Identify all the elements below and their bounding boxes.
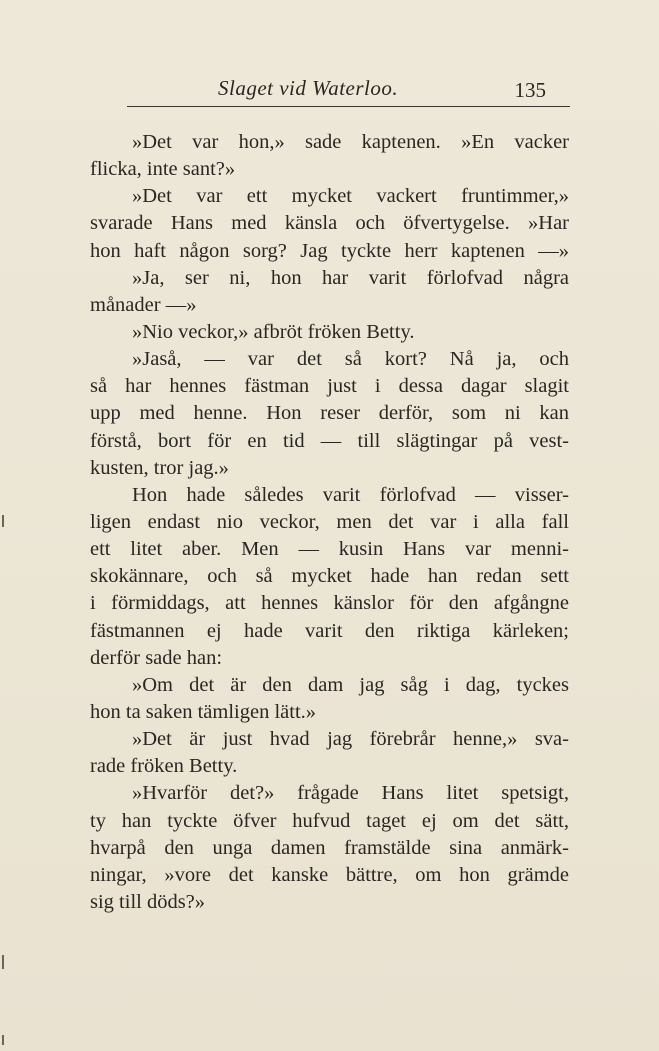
text-line: »Om det är den dam jag såg i dag, tyckes <box>132 673 569 696</box>
header-rule <box>127 106 570 107</box>
text-line: hon ta saken tämligen lätt.» <box>90 700 317 723</box>
text-line: »Ja, ser ni, hon har varit förlofvad några <box>132 266 569 289</box>
text-line: rade fröken Betty. <box>90 755 238 778</box>
text-line: förstå, bort för en tid — till slägtingar på vest- <box>90 429 569 452</box>
running-title: Slaget vid Waterloo. <box>218 76 399 100</box>
text-line: ty han tyckte öfver hufvud taget ej om det sätt, <box>90 809 569 832</box>
text-line: ett litet aber. Men — kusin Hans var menni- <box>90 538 569 561</box>
text-line: »Nio veckor,» afbröt fröken Betty. <box>132 320 415 343</box>
body-text <box>90 129 569 916</box>
text-line: »Det var hon,» sade kaptenen. »En vacker <box>132 131 569 153</box>
page-number: 135 <box>514 78 546 102</box>
text-line: »Det var ett mycket vackert fruntimmer,» <box>132 185 569 208</box>
text-line: hvarpå den unga damen framstälde sina anmärk- <box>90 836 569 859</box>
text-line: ligen endast nio veckor, men det var i alla fall <box>90 510 569 533</box>
margin-mark <box>2 955 4 969</box>
text-line: upp med henne. Hon reser derför, som ni kan <box>90 402 569 425</box>
text-line: svarade Hans med känsla och öfvertygelse. »Har <box>90 212 569 235</box>
text-line: sig till döds?» <box>90 890 206 913</box>
text-line: kusten, tror jag.» <box>90 456 229 479</box>
text-line: Hon hade således varit förlofvad — visser- <box>132 483 569 506</box>
text-line: »Jaså, — var det så kort? Nå ja, och <box>132 348 569 371</box>
text-line: ningar, »vore det kanske bättre, om hon grämde <box>90 863 569 886</box>
text-line: så har hennes fästman just i dessa dagar slagit <box>90 375 569 398</box>
text-line: månader —» <box>90 293 197 316</box>
text-line: skokännare, och så mycket hade han redan sett <box>90 565 569 588</box>
text-line: derför sade han: <box>90 646 223 669</box>
margin-mark <box>2 515 4 527</box>
text-line: hon haft någon sorg? Jag tyckte herr kaptenen —» <box>90 239 569 262</box>
text-line: »Hvarför det?» frågade Hans litet spetsigt, <box>132 782 569 805</box>
margin-mark <box>2 1035 4 1045</box>
text-line: »Det är just hvad jag förebrår henne,» sva- <box>132 728 569 751</box>
text-line: flicka, inte sant?» <box>90 158 236 181</box>
text-line: i förmiddags, att hennes känslor för den afgångne <box>90 592 569 615</box>
text-line: fästmannen ej hade varit den riktiga kärleken; <box>90 619 569 642</box>
page-header <box>90 70 568 108</box>
